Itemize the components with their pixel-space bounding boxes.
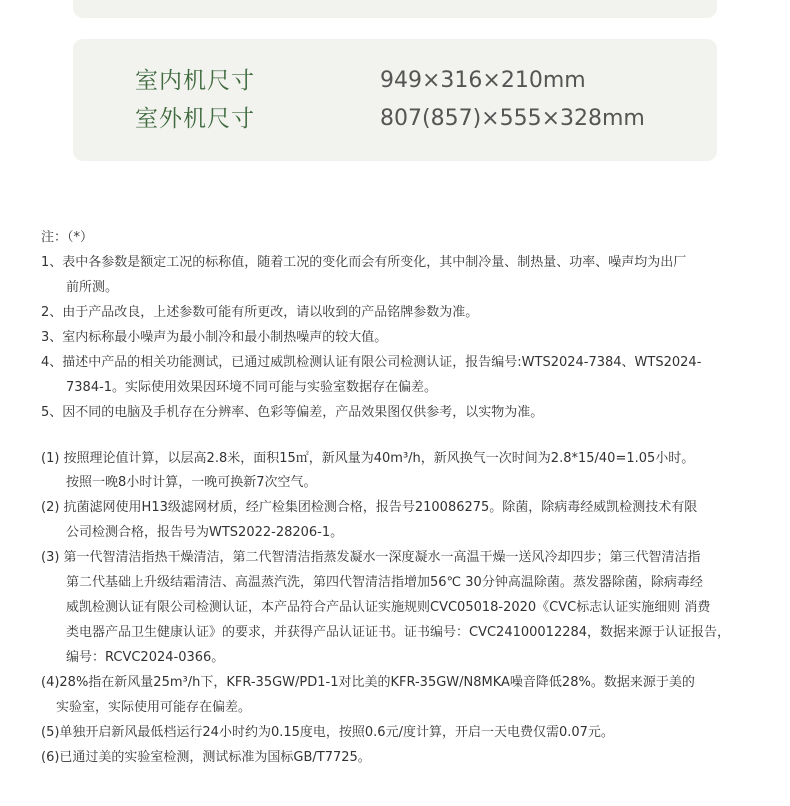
footnote-3-cont-4: 编号：RCVC2024-0366。 — [66, 650, 225, 665]
spec-card — [73, 39, 717, 161]
note-item-4-cont: 7384-1。实际使用效果因环境不同可能与实验室数据存在偏差。 — [66, 380, 438, 395]
indoor-size-value: 949×316×210mm — [380, 68, 586, 93]
footnote-1: (1) 按照理论值计算，以层高2.8米，面积15㎡，新风量为40m³/h，新风换气一次时间为2.8*15/40=1.05小时。 — [41, 451, 695, 466]
footnote-4-cont: 实验室，实际使用可能存在偏差。 — [56, 700, 252, 715]
spec-row-outdoor — [73, 102, 717, 136]
note-item-4: 4、描述中产品的相关功能测试，已通过威凯检测认证有限公司检测认证，报告编号:WTS2024-7384、WTS2024- — [41, 355, 702, 370]
footnote-3: (3) 第一代智清洁指热干燥清洁，第二代智清洁指蒸发凝水一深度凝水一高温干燥一送风冷却四步；第三代智清洁指 — [41, 550, 701, 565]
outdoor-size-label: 室外机尺寸 — [135, 106, 255, 132]
footnote-1-cont: 按照一晚8小时计算，一晚可换新7次空气。 — [66, 475, 317, 490]
footnote-3-cont-1: 第二代基础上升级结霜清洁、高温蒸汽洗，第四代智清洁指增加56℃ 30分钟高温除菌。蒸发器除菌，除病毒经 — [66, 575, 703, 590]
footnote-2: (2) 抗菌滤网使用H13级滤网材质，经广检集团检测合格，报告号210086275。除菌，除病毒经威凯检测技术有限 — [41, 500, 698, 515]
footnote-2-cont: 公司检测合格，报告号为WTS2022-28206-1。 — [66, 525, 344, 540]
notes-heading: 注：（*） — [41, 230, 94, 245]
indoor-size-label: 室内机尺寸 — [135, 68, 255, 94]
outdoor-size-value: 807(857)×555×328mm — [380, 106, 645, 131]
note-item-1: 1、表中各参数是额定工况的标称值，随着工况的变化而会有所变化，其中制冷量、制热量、功率、噪声均为出厂 — [41, 255, 687, 270]
spec-row-indoor — [73, 64, 717, 98]
footnote-3-cont-3: 类电器产品卫生健康认证》的要求，并获得产品认证证书。证书编号：CVC24100012284，数据来源于认证报告， — [66, 625, 731, 640]
note-item-3: 3、室内标称最小噪声为最小制冷和最小制热噪声的较大值。 — [41, 330, 388, 345]
note-item-1-cont: 前所测。 — [66, 280, 119, 295]
footnote-5: (5)单独开启新风最低档运行24小时约为0.15度电，按照0.6元/度计算，开启一天电费仅需0.07元。 — [41, 725, 614, 740]
note-item-5: 5、因不同的电脑及手机存在分辨率、色彩等偏差，产品效果图仅供参考，以实物为准。 — [41, 405, 544, 420]
footnote-6: (6)已通过美的实验室检测，测试标准为国标GB/T7725。 — [41, 750, 371, 765]
footnote-4: (4)28%指在新风量25m³/h下，KFR-35GW/PD1-1对比美的KFR-35GW/N8MKA噪音降低28%。数据来源于美的 — [41, 675, 695, 690]
note-item-2: 2、由于产品改良，上述参数可能有所更改，请以收到的产品铭牌参数为准。 — [41, 305, 479, 320]
footnote-3-cont-2: 威凯检测认证有限公司检测认证，本产品符合产品认证实施规则CVC05018-2020《CVC标志认证实施细则 消费 — [66, 600, 711, 615]
spec-card-top — [73, 0, 717, 18]
